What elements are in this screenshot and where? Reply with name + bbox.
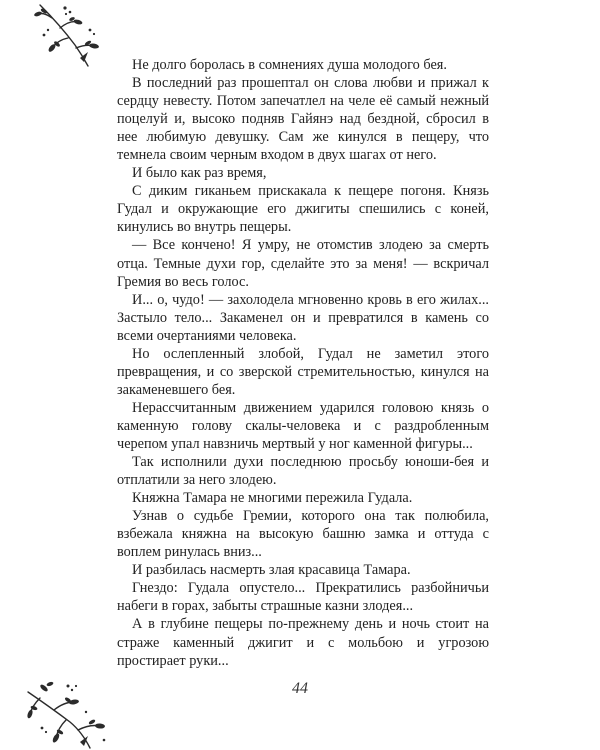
paragraph: Гнездо: Гудала опустело... Прекратились разбойничьи набеги в горах, забыты страшные казни злодея... [117, 580, 489, 615]
paragraph: А в глубине пещеры по-прежнему день и ночь стоит на страже каменный джигит и с мольбою и угрозою простирает руки... [117, 616, 489, 669]
page-number: 44 [292, 680, 308, 697]
paragraph: Княжна Тамара не многими пережила Гудала. [132, 490, 413, 507]
floral-sprig-icon [30, 0, 110, 70]
paragraph: Но ослепленный злобой, Гудал не заметил этого превращения, и со зверской стремительностью, кинулся на закаменевшего бея. [117, 345, 489, 398]
paragraph: И разбилась насмерть злая красавица Тамара. [132, 562, 411, 579]
paragraph: Узнав о судьбе Гремии, которого она так полюбила, взбежала княжна на высокую башню замка и оттуда с воплем ринулась вниз... [117, 508, 489, 561]
paragraph: Нерассчитанным движением ударился головою князь о каменную голову скалы-человека и с раздробленным черепом упал навзничь мертвый у ног каменной фигуры... [117, 399, 489, 452]
paragraph: И... о, чудо! — захолодела мгновенно кровь в его жилах... Застыло тело... Закаменел он и превратился в камень со всеми очертаниями человека. [117, 291, 489, 344]
paragraph: — Все кончено! Я умру, не отомстив злодею за смерть отца. Темные духи гор, сделайте это за меня! — вскричал Гремия во весь голос. [117, 237, 489, 290]
paragraph: Не долго боролась в сомнениях душа молодого бея. [132, 57, 447, 73]
paragraph: В последний раз прошептал он слова любви и прижал к сердцу невесту. Потом запечатлел на челе её самый нежный поцелуй и, высоко подняв Гайянэ над бездной, сбросил в нее любимую девушку. Сам же кинулся в пещеру, что темнела своим черным входом в двух шагах от него. [117, 75, 489, 164]
paragraph: Так исполнили духи последнюю просьбу юноши-бея и отплатили за него злодею. [117, 454, 489, 489]
floral-sprig-icon [20, 672, 115, 750]
body-text [117, 56, 489, 670]
paragraph: И было как раз время, [132, 165, 267, 182]
paragraph: С диким гиканьем прискакала к пещере погоня. Князь Гудал и окружающие его джигиты спешились с коней, кинулись во внутрь пещеры. [117, 183, 489, 236]
